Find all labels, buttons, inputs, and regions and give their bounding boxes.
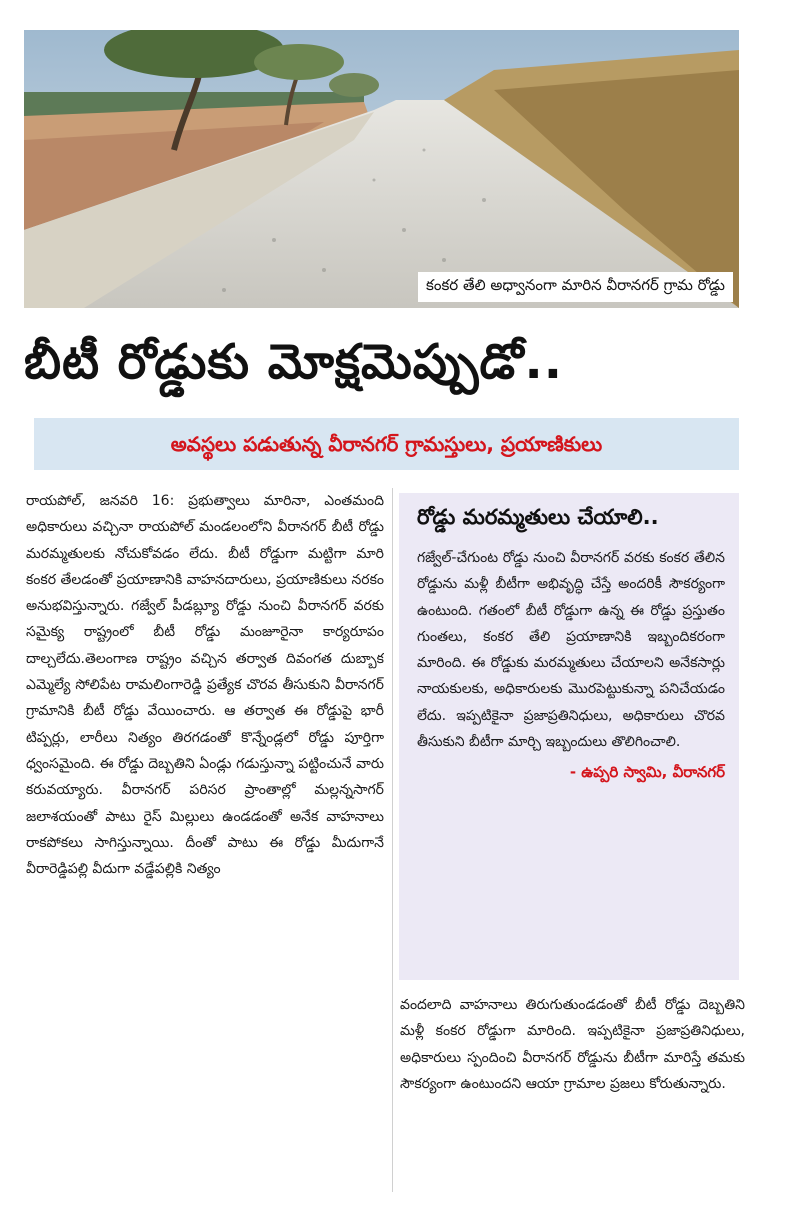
article-column-right (400, 992, 745, 1202)
subheadline: అవస్థలు పడుతున్న వీరానగర్ గ్రామస్తులు, ప్రయాణికులు (34, 418, 739, 470)
column-divider (392, 488, 393, 1192)
road-photo-illustration (24, 30, 739, 308)
road-photo (24, 30, 739, 308)
sidebar-title: రోడ్డు మరమ్మతులు చేయాలి.. (417, 505, 659, 529)
headline: బీటీ రోడ్డుకు మోక్షమెప్పుడో.. (24, 334, 563, 390)
sidebar-text: గజ్వేల్-చేగుంట రోడ్డు నుంచి వీరానగర్ వరకు కంకర తేలిన రోడ్డును మళ్లీ బీటీగా అభివృద్ధి చేస్తే అందరికీ సౌకర్యంగా ఉంటుంది. గతంలో బీటీ రోడ్డుగా ఉన్న ఈ రోడ్డు ప్రస్తుతం గుంతలు, కంకర తేలి ప్రయాణానికి ఇబ్బందికరంగా మారింది. ఈ రోడ్డుకు మరమ్మతులు చేయాలని అనేకసార్లు నాయకులకు, అధికారులకు మొరపెట్టుకున్నా పనిచేయడం లేదు. ఇప్పటికైనా ప్రజాప్రతినిధులు, అధికారులు చొరవ తీసుకుని బీటీగా మార్చి ఇబ్బందులు తొలిగించాలి. (417, 550, 725, 751)
article-text-right: వందలాది వాహనాలు తిరుగుతుండడంతో బీటీ రోడ్డు దెబ్బతిని మళ్లీ కంకర రోడ్డుగా మారింది. ఇప్పటికైనా ప్రజాప్రతినిధులు, అధికారులు స్పందించి వీరానగర్ రోడ్డును బీటీగా మారిస్తే తమకు సౌకర్యంగా ఉంటుందని ఆయా గ్రామాల ప్రజలు కోరుతున్నారు. (400, 997, 745, 1092)
quote-sidebar (399, 493, 739, 980)
article-column-left (26, 488, 384, 1198)
photo-caption: కంకర తేలి అధ్వానంగా మారిన వీరానగర్ గ్రామ రోడ్డు (418, 272, 733, 302)
article-text-left: రాయపోల్, జనవరి 16: ప్రభుత్వాలు మారినా, ఎంతమంది అధికారులు వచ్చినా రాయపోల్ మండలంలోని వీరానగర్ బీటీ రోడ్డు మరమ్మతులకు నోచుకోవడం లేదు. బీటీ రోడ్డుగా మట్టిగా మారి కంకర తేలడంతో ప్రయాణానికి వాహనదారులు, ప్రయాణికులు నరకం అనుభవిస్తున్నారు. గజ్వేల్ పీడబ్ల్యూ రోడ్డు నుంచి వీరానగర్ వరకు సమైక్య రాష్ట్రంలో బీటీ రోడ్డు మంజూరైనా కార్యరూపం దాల్చలేదు.తెలంగాణ రాష్ట్రం వచ్చిన తర్వాత దివంగత దుబ్బాక ఎమ్మెల్యే సోలిపేట రామలింగారెడ్డి ప్రత్యేక చొరవ తీసుకుని వీరానగర్ గ్రామానికి బీటీ రోడ్డు వేయించారు. ఆ తర్వాత ఈ రోడ్డుపై భారీ టిప్పర్లు, లారీలు నిత్యం తిరగడంతో కొన్నేండ్లలో రోడ్డు పూర్తిగా ధ్వంసమైంది. ఈ రోడ్డు దెబ్బతిని ఏండ్లు గడుస్తున్నా పట్టించునే వారు కరువయ్యారు. వీరానగర్ పరిసర ప్రాంతాల్లో మల్లన్నసాగర్ జలాశయంతో పాటు రైస్ మిల్లులు ఉండడంతో అనేక వాహనాలు రాకపోకలు సాగిస్తున్నాయి. దీంతో పాటు ఈ రోడ్డు మీదుగానే వీరారెడ్డిపల్లి వీదుగా వడ్డేపల్లికి నిత్యం (26, 493, 384, 878)
sidebar-signature: - ఉప్పరి స్వామి, వీరానగర్ (569, 763, 725, 782)
